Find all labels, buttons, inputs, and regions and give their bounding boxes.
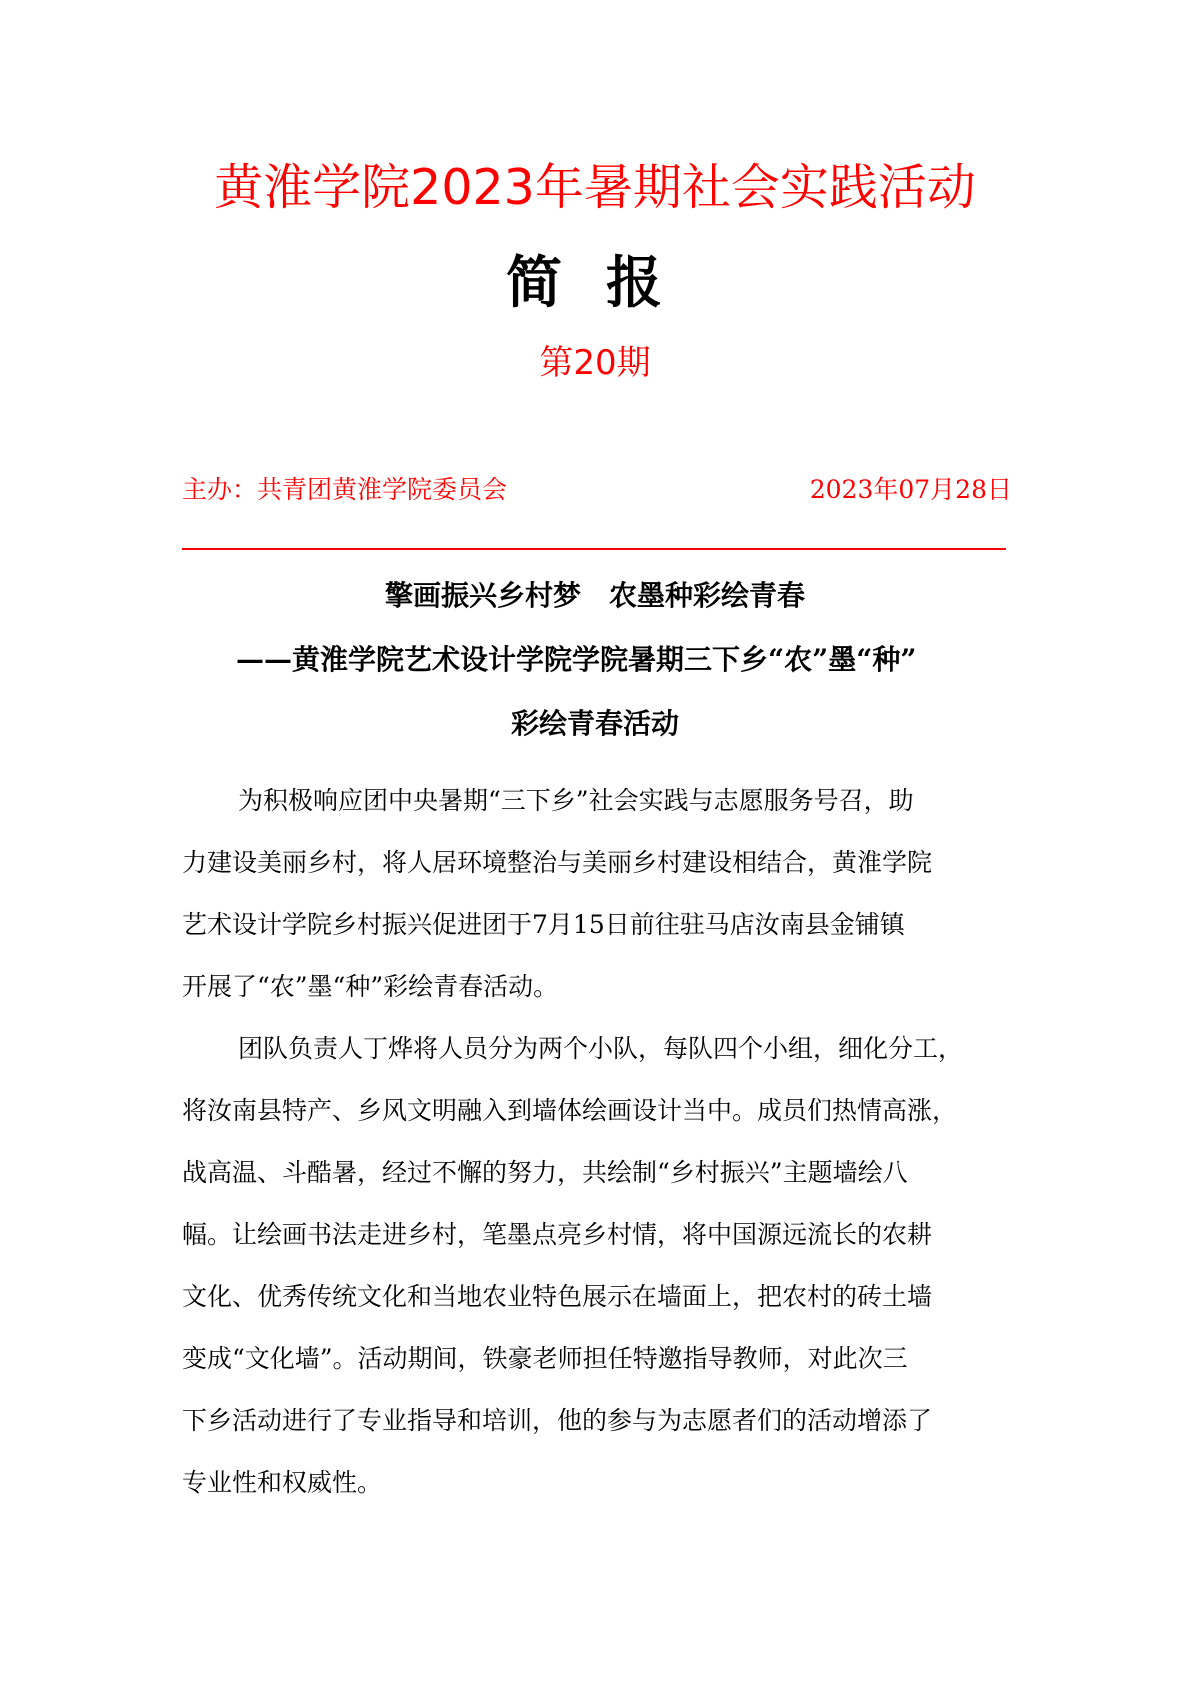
paragraph-line: 力建设美丽乡村，将人居环境整治与美丽乡村建设相结合，黄淮学院 <box>182 848 933 877</box>
article-subtitle-line-1: ——黄淮学院艺术设计学院学院暑期三下乡“农”墨“种” <box>236 643 917 676</box>
publish-date: 2023年07月28日 <box>809 475 1012 504</box>
masthead-title: 黄淮学院2023年暑期社会实践活动 <box>214 159 976 216</box>
paragraph-line: 文化、优秀传统文化和当地农业特色展示在墙面上，把农村的砖土墙 <box>182 1282 933 1311</box>
article-title: 擎画振兴乡村梦 农墨种彩绘青春 <box>384 579 805 612</box>
issue-number: 第20期 <box>539 343 651 383</box>
paragraph-line: 团队负责人丁烨将人员分为两个小队，每队四个小组，细化分工， <box>238 1034 964 1063</box>
masthead-subtitle: 简报 <box>506 251 706 316</box>
paragraph-line: 专业性和权威性。 <box>182 1468 383 1497</box>
article-body <box>182 770 1012 1514</box>
paragraph-line: 为积极响应团中央暑期“三下乡”社会实践与志愿服务号召，助 <box>238 786 914 815</box>
paragraph-line: 开展了“农”墨“种”彩绘青春活动。 <box>182 972 559 1001</box>
paragraph-line: 艺术设计学院乡村振兴促进团于7月15日前往驻马店汝南县金铺镇 <box>182 910 905 939</box>
article-paragraph-2 <box>182 1018 1012 1514</box>
paragraph-line: 幅。让绘画书法走进乡村，笔墨点亮乡村情，将中国源远流长的农耕 <box>182 1220 933 1249</box>
article-subtitle-line-2: 彩绘青春活动 <box>510 707 679 740</box>
paragraph-line: 战高温、斗酷暑，经过不懈的努力，共绘制“乡村振兴”主题墙绘八 <box>182 1158 908 1187</box>
sponsor-line: 主办：共青团黄淮学院委员会 <box>182 475 508 504</box>
red-divider <box>182 548 1006 550</box>
paragraph-line: 变成“文化墙”。活动期间，铁豪老师担任特邀指导教师，对此次三 <box>182 1344 908 1373</box>
article-paragraph-1 <box>182 770 1012 1018</box>
paragraph-line: 下乡活动进行了专业指导和培训，他的参与为志愿者们的活动增添了 <box>182 1406 933 1435</box>
paragraph-line: 将汝南县特产、乡风文明融入到墙体绘画设计当中。成员们热情高涨， <box>182 1096 958 1125</box>
